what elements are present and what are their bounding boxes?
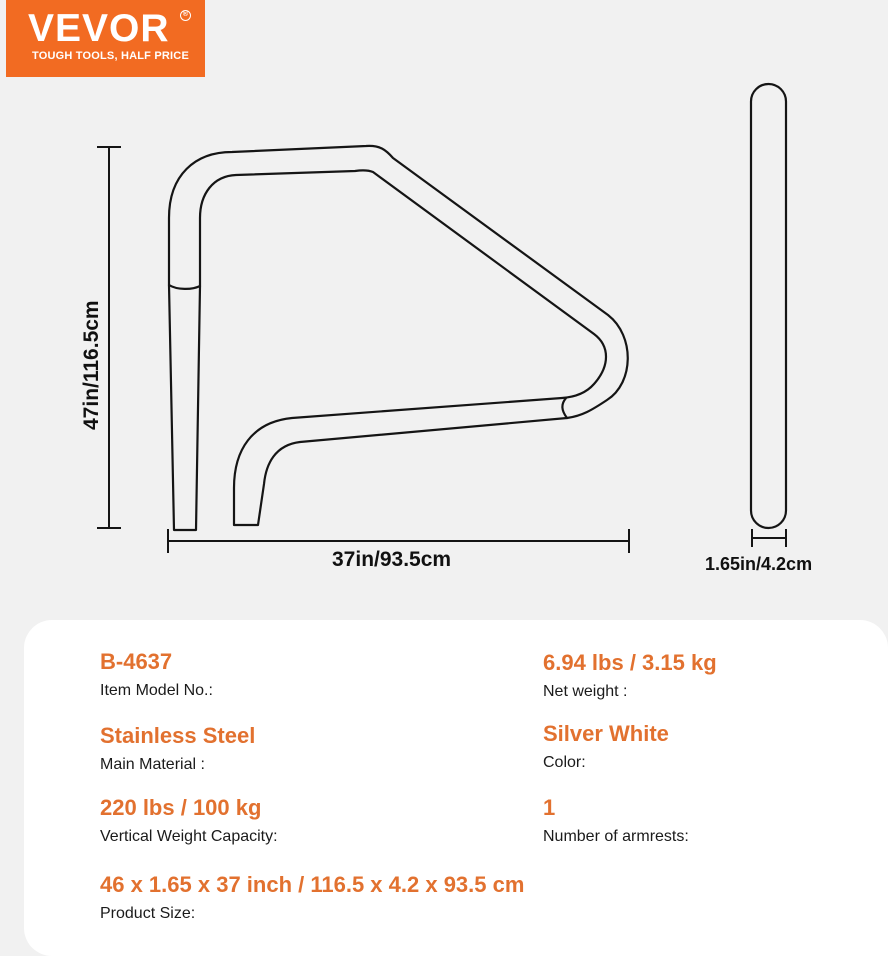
spec-label: Net weight : xyxy=(543,683,628,700)
spec-value: B-4637 xyxy=(100,649,173,674)
spec-value: 220 lbs / 100 kg xyxy=(100,795,262,820)
spec-material xyxy=(100,723,255,775)
spec-value: 6.94 lbs / 3.15 kg xyxy=(543,650,717,675)
spec-product-size xyxy=(100,872,524,924)
spec-label: Color: xyxy=(543,754,586,771)
spec-value: Stainless Steel xyxy=(100,723,256,748)
width-dimension-label: 37in/93.5cm xyxy=(332,548,452,571)
spec-card xyxy=(24,620,888,956)
spec-weight-capacity xyxy=(100,795,278,847)
spec-label: Number of armrests: xyxy=(543,828,689,845)
spec-label: Item Model No.: xyxy=(100,682,213,699)
spec-label: Vertical Weight Capacity: xyxy=(100,828,278,845)
spec-label: Main Material : xyxy=(100,756,205,773)
spec-net-weight xyxy=(543,650,717,702)
handrail-outline xyxy=(169,146,628,530)
spec-color xyxy=(543,721,669,773)
spec-value: Silver White xyxy=(543,721,669,746)
spec-model xyxy=(100,649,213,701)
spec-value: 1 xyxy=(543,795,556,820)
brand-tagline: TOUGH TOOLS, HALF PRICE xyxy=(32,50,189,62)
height-dimension-label: 47in/116.5cm xyxy=(80,300,103,430)
tube-side-view xyxy=(751,84,786,528)
registered-mark: ® xyxy=(180,10,191,21)
spec-armrests xyxy=(543,795,689,847)
handrail-joint-right xyxy=(562,398,567,418)
brand-name: VEVOR xyxy=(28,7,170,50)
spec-label: Product Size: xyxy=(100,905,196,922)
handrail-joint-left xyxy=(169,285,200,289)
spec-value: 46 x 1.65 x 37 inch / 116.5 x 4.2 x 93.5 cm xyxy=(100,872,525,897)
diameter-dimension-label: 1.65in/4.2cm xyxy=(705,554,813,574)
